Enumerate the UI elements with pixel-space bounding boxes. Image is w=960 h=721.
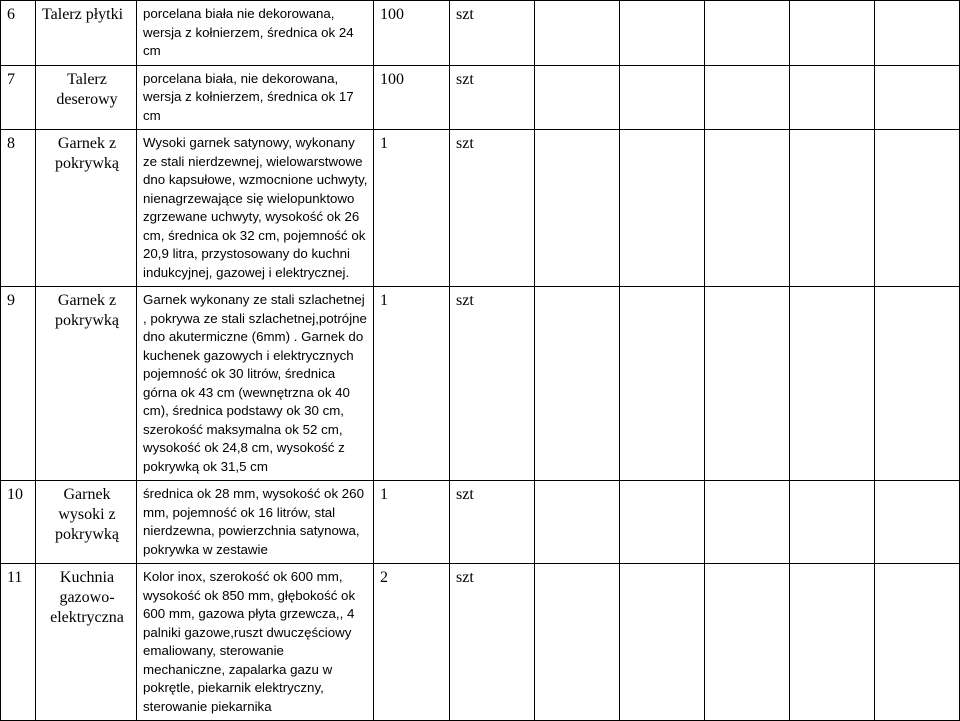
empty-cell [790,287,875,481]
empty-cell [875,130,960,287]
empty-cell [535,1,620,66]
item-quantity: 1 [374,130,450,287]
empty-cell [535,481,620,564]
empty-cell [705,564,790,721]
empty-cell [875,65,960,130]
item-name: Talerz płytki [36,1,137,66]
item-name: Kuchnia gazowo-elektryczna [36,564,137,721]
item-quantity: 1 [374,481,450,564]
table-row [1,1,960,66]
table-row [1,564,960,721]
item-description: porcelana biała nie dekorowana, wersja z kołnierzem, średnica ok 24 cm [137,1,374,66]
row-number: 11 [1,564,36,721]
empty-cell [875,481,960,564]
empty-cell [620,65,705,130]
empty-cell [790,564,875,721]
item-quantity: 1 [374,287,450,481]
empty-cell [620,130,705,287]
item-unit: szt [450,65,535,130]
table-row [1,130,960,287]
item-description: Garnek wykonany ze stali szlachetnej , pokrywa ze stali szlachetnej,potrójne dno akutermiczne (6mm) . Garnek do kuchenek gazowych i elektrycznych pojemność ok 30 litrów, średnica górna ok 43 cm (wewnętrzna ok 40 cm), średnica podstawy ok 30 cm, szerokość maksymalna ok 52 cm, wysokość ok 24,8 cm, wysokość z pokrywką ok 31,5 cm [137,287,374,481]
empty-cell [705,287,790,481]
row-number: 6 [1,1,36,66]
item-name: Garnek z pokrywką [36,287,137,481]
item-name: Garnek z pokrywką [36,130,137,287]
empty-cell [535,287,620,481]
empty-cell [705,481,790,564]
item-description: średnica ok 28 mm, wysokość ok 260 mm, pojemność ok 16 litrów, stal nierdzewna, powierzchnia satynowa, pokrywka w zestawie [137,481,374,564]
item-quantity: 100 [374,65,450,130]
item-description: Wysoki garnek satynowy, wykonany ze stali nierdzewnej, wielowarstwowe dno kapsułowe, wzmocnione uchwyty, nienagrzewające się wielopunktowo zgrzewane uchwyty, wysokość ok 26 cm, średnica ok 32 cm, pojemność ok 20,9 litra, przystosowany do kuchni indukcyjnej, gazowej i elektrycznej. [137,130,374,287]
empty-cell [620,564,705,721]
empty-cell [535,65,620,130]
row-number: 8 [1,130,36,287]
empty-cell [790,130,875,287]
item-unit: szt [450,1,535,66]
empty-cell [705,65,790,130]
empty-cell [705,1,790,66]
empty-cell [535,130,620,287]
item-quantity: 100 [374,1,450,66]
item-name: Garnek wysoki z pokrywką [36,481,137,564]
empty-cell [790,1,875,66]
table-row [1,481,960,564]
row-number: 7 [1,65,36,130]
empty-cell [875,564,960,721]
table-row [1,287,960,481]
empty-cell [705,130,790,287]
item-unit: szt [450,564,535,721]
empty-cell [790,481,875,564]
empty-cell [620,481,705,564]
empty-cell [790,65,875,130]
item-description: porcelana biała, nie dekorowana, wersja z kołnierzem, średnica ok 17 cm [137,65,374,130]
item-name: Talerz deserowy [36,65,137,130]
row-number: 10 [1,481,36,564]
item-quantity: 2 [374,564,450,721]
row-number: 9 [1,287,36,481]
item-unit: szt [450,287,535,481]
item-unit: szt [450,481,535,564]
empty-cell [620,1,705,66]
table-row [1,65,960,130]
item-description: Kolor inox, szerokość ok 600 mm, wysokość ok 850 mm, głębokość ok 600 mm, gazowa płyta grzewcza,, 4 palniki gazowe,ruszt dwuczęściowy emaliowany, sterowanie mechaniczne, zapalarka gazu w pokrętle, piekarnik elektryczny, sterowanie piekarnika [137,564,374,721]
item-unit: szt [450,130,535,287]
empty-cell [875,1,960,66]
empty-cell [620,287,705,481]
empty-cell [535,564,620,721]
empty-cell [875,287,960,481]
